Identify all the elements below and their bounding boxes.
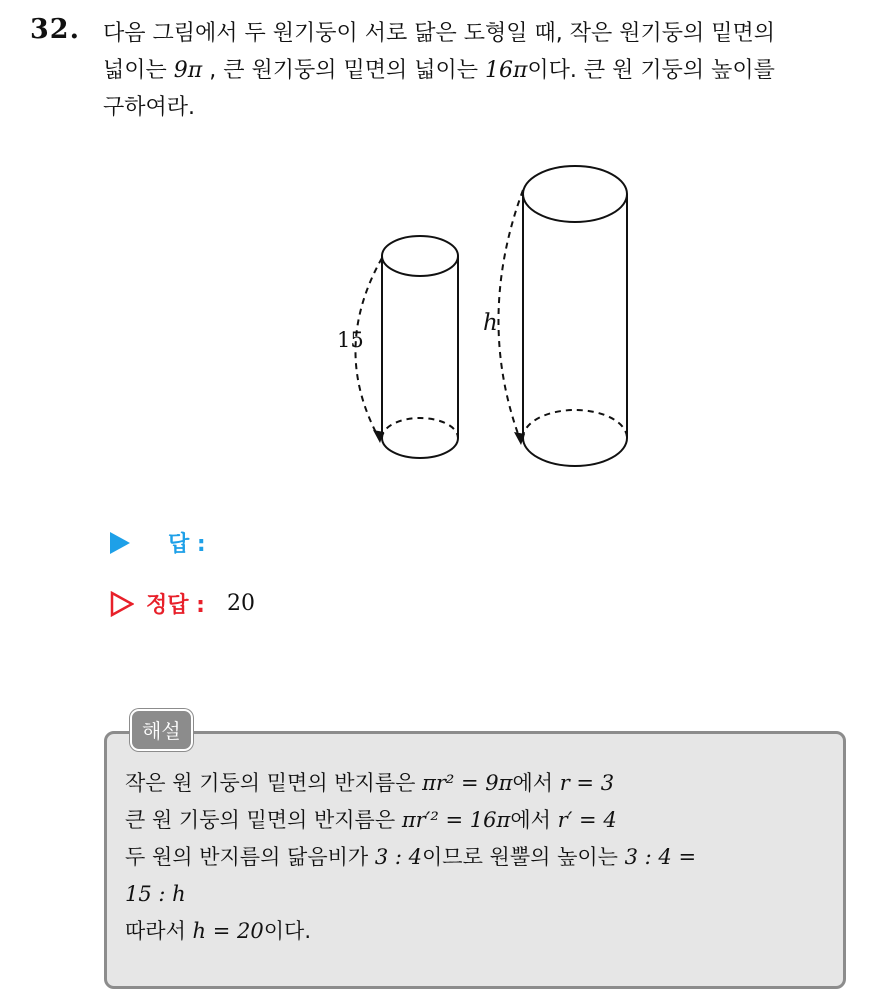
small-height-label: 15 <box>337 328 364 352</box>
explanation-line-1-text: 작은 원 기둥의 밑면의 반지름은 <box>125 771 423 795</box>
outline-triangle-icon <box>110 591 134 617</box>
explanation-line-2 <box>125 802 833 839</box>
correct-answer-value: 20 <box>226 591 255 616</box>
question-line-1: 다음 그림에서 두 원기둥이 서로 닮은 도형일 때, 작은 원기둥의 밑면의 <box>103 21 775 46</box>
explanation-line-2-text: 큰 원 기둥의 밑면의 반지름은 <box>125 808 402 832</box>
play-triangle-icon <box>110 532 130 554</box>
large-height-arc <box>498 190 523 442</box>
explanation-line-1-result: r = 3 <box>559 771 615 795</box>
explanation-line-2-result: r′ = 4 <box>557 808 617 832</box>
explanation-line-3 <box>125 839 833 876</box>
explanation-line-1 <box>125 765 833 802</box>
explanation-text <box>125 765 833 950</box>
question-line-2-part-b: , 큰 원기둥의 밑면의 넓이는 <box>202 58 485 83</box>
large-height-label: h <box>483 310 498 336</box>
explanation-line-3-text-a: 두 원의 반지름의 닮음비가 <box>125 845 375 869</box>
question-text <box>103 15 863 126</box>
question-line-2-part-c: 이다. 큰 원 기둥의 높이를 <box>527 58 775 83</box>
explanation-line-1-formula: πr² = 9π <box>422 771 513 795</box>
explanation-proportion: 15 : h <box>125 882 186 906</box>
small-cylinder-top <box>382 236 458 276</box>
cylinders-figure <box>320 160 650 480</box>
question-line-3: 구하여라. <box>103 95 196 120</box>
answer-label: 답 : <box>168 532 206 557</box>
explanation-final-result: h = 20 <box>192 919 264 943</box>
explanation-height-ratio: 3 : 4 = <box>624 845 697 869</box>
small-cylinder-bottom-front <box>382 438 458 458</box>
explanation-line-5-text-b: 이다. <box>263 919 311 943</box>
question-line-2-part-a: 넓이는 <box>103 58 174 83</box>
large-cylinder-top <box>523 166 627 222</box>
explanation-ratio: 3 : 4 <box>374 845 423 869</box>
explanation-line-2-formula: πr′² = 16π <box>401 808 511 832</box>
explanation-line-4 <box>125 876 833 913</box>
correct-answer-row <box>110 588 255 619</box>
explanation-line-5 <box>125 913 833 950</box>
correct-answer-label: 정답 : <box>146 593 205 618</box>
question-line-2 <box>103 52 863 89</box>
small-cylinder-bottom-back <box>382 418 458 438</box>
answer-row <box>110 527 206 558</box>
question-number: 32. <box>30 14 80 45</box>
large-base-area: 16π <box>484 58 528 83</box>
explanation-line-3-text-b: 이므로 원뿔의 높이는 <box>422 845 625 869</box>
large-cylinder-bottom-front <box>523 438 627 466</box>
explanation-tag: 해설 <box>130 709 193 751</box>
explanation-line-1-mid: 에서 <box>512 771 560 795</box>
small-base-area: 9π <box>173 58 203 83</box>
explanation-line-2-mid: 에서 <box>510 808 558 832</box>
explanation-line-5-text-a: 따라서 <box>125 919 193 943</box>
large-cylinder-bottom-back <box>523 410 627 438</box>
